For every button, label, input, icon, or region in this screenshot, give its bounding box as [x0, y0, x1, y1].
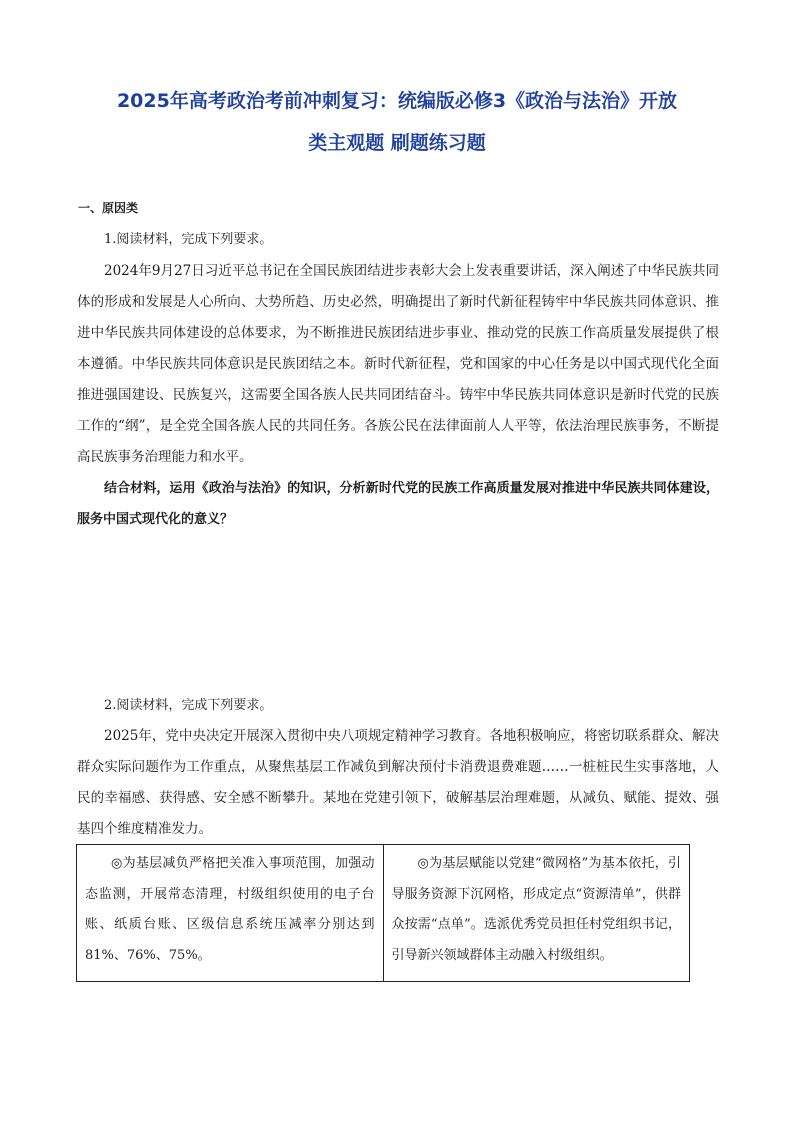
section-heading: 一、原因类 — [78, 201, 139, 215]
document-title-line2: 类主观题 刷题练习题 — [308, 132, 486, 154]
table-cell-reduce-burden: ◎为基层减负严格把关准入事项范围，加强动态监测，开展常态清理，村级组织使用的电子台账、纸质台账、区级信息系统压减率分别达到 81%、76%、75%。 — [85, 856, 375, 963]
material-table — [76, 844, 690, 982]
question-1-material: 2024年9月27日习近平总书记在全国民族团结进步表彰大会上发表重要讲话，深入阐述了中华民族共同体的形成和发展是人心所向、大势所趋、历史必然，明确提出了新时代新征程铸牢中华民族共同体意识、推进中华民族共同体建设的总体要求，为不断推进民族团结进步事业、推动党的民族工作高质量发展提供了根本遵循。中华民族共同体意识是民族团结之本。新时代新征程，党和国家的中心任务是以中国式现代化全面推进强国建设、民族复兴，这需要全国各族人民共同团结奋斗。铸牢中华民族共同体意识是新时代党的民族工作的“纲”，是全党全国各族人民的共同任务。各族公民在法律面前人人平等，依法治理民族事务，不断提高民族事务治理能力和水平。 — [77, 263, 719, 465]
question-2-material: 2025年，党中央决定开展深入贯彻中央八项规定精神学习教育。各地积极响应，将密切联系群众、解决群众实际问题作为工作重点，从聚焦基层工作减负到解决预付卡消费退费难题……一桩桩民生实事落地，人民的幸福感、获得感、安全感不断攀升。某地在党建引领下，破解基层治理难题，从减负、赋能、提效、强基四个维度精准发力。 — [77, 728, 719, 837]
table-cell-empower: ◎为基层赋能以党建“微网格”为基本依托，引导服务资源下沉网格，形成定点“资源清单”，供群众按需“点单”。选派优秀党员担任村党组织书记，引导新兴领域群体主动融入村级组织。 — [383, 845, 690, 981]
question-2-label: 2.阅读材料，完成下列要求。 — [104, 698, 273, 713]
document-title-line1: 2025年高考政治考前冲刺复习：统编版必修3《政治与法治》开放 — [116, 90, 678, 112]
question-1-prompt: 结合材料，运用《政治与法治》的知识，分析新时代党的民族工作高质量发展对推进中华民族共同体建设，服务中国式现代化的意义？ — [77, 481, 719, 527]
question-1-label: 1.阅读材料，完成下列要求。 — [104, 232, 273, 247]
